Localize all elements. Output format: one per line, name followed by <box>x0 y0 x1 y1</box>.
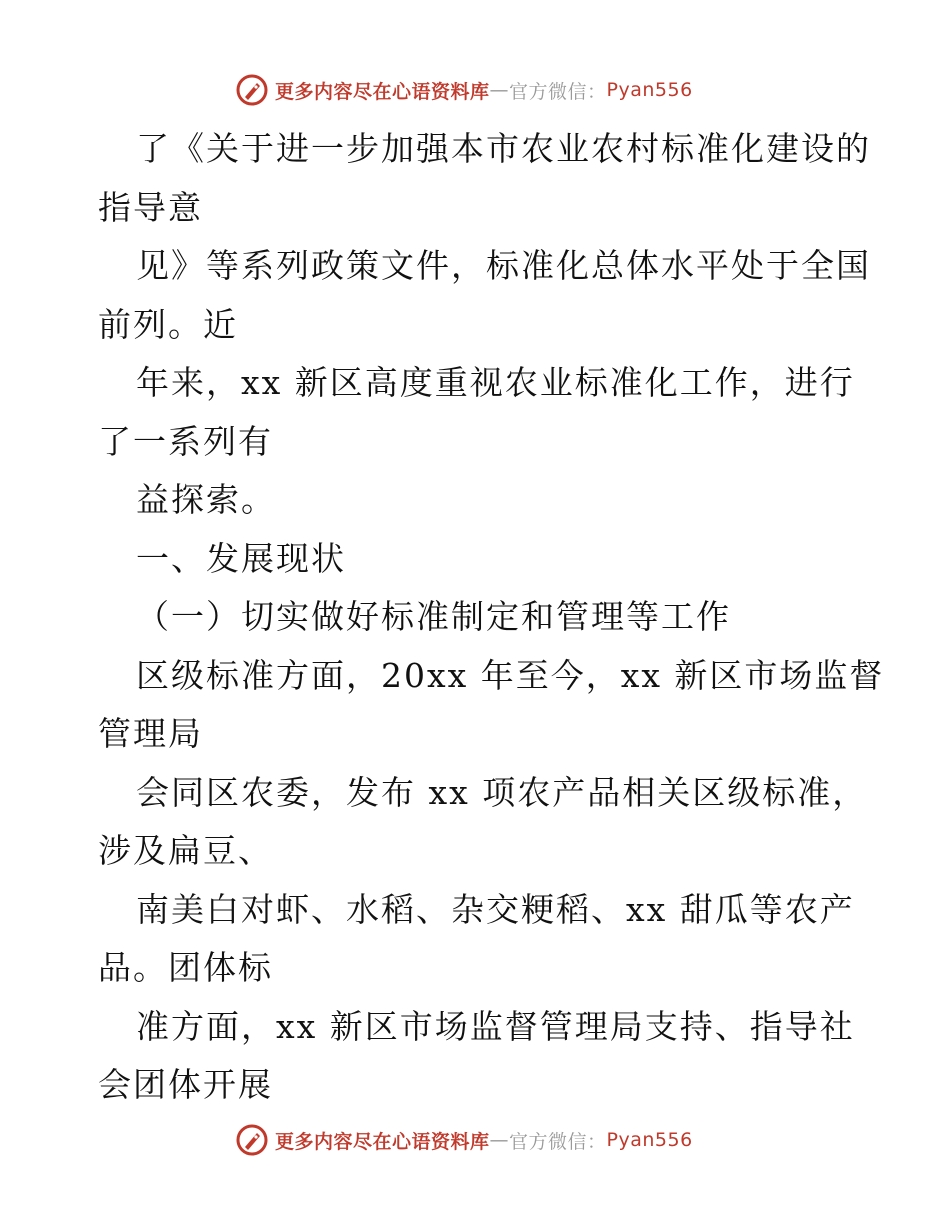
body-line: 管理局 <box>98 714 203 753</box>
header-brand-text: 更多内容尽在心语资料库 <box>275 80 490 103</box>
body-line: 会同区农委，发布 xx 项农产品相关区级标准， <box>136 772 868 812</box>
body-line: 了《关于进一步加强本市农业农村标准化建设的 <box>136 129 871 168</box>
body-line: 前列。近 <box>98 304 238 344</box>
subsection-heading: （一）切实做好标准制定和管理等工作 <box>136 597 731 636</box>
header-wechat-id: Pyan556 <box>606 79 693 101</box>
body-line: 年来，xx 新区高度重视农业标准化工作，进行 <box>136 363 855 402</box>
footer-wechat-label: 官方微信： <box>509 1130 607 1153</box>
body-line: 了一系列有 <box>98 421 273 461</box>
footer-watermark <box>235 1122 693 1158</box>
body-line: 会团体开展 <box>98 1065 273 1104</box>
footer-separator: — <box>489 1129 510 1151</box>
footer-wechat-id: Pyan556 <box>606 1129 693 1151</box>
body-line: 南美白对虾、水稻、杂交粳稻、xx 甜瓜等农产 <box>136 889 855 929</box>
body-line: 品。团体标 <box>98 948 273 987</box>
body-line: 涉及扁豆、 <box>98 831 273 870</box>
footer-brand-text: 更多内容尽在心语资料库 <box>275 1130 490 1153</box>
header-wechat-label: 官方微信： <box>509 80 607 103</box>
body-line: 指导意 <box>98 187 203 227</box>
pen-nib-logo-icon <box>235 73 269 107</box>
body-line: 见》等系列政策文件，标准化总体水平处于全国 <box>136 246 871 285</box>
document-body <box>98 120 885 1115</box>
body-line: 准方面，xx 新区市场监督管理局支持、指导社 <box>136 1006 855 1046</box>
body-line: 益探索。 <box>136 480 276 519</box>
header-watermark <box>235 72 693 108</box>
body-line: 区级标准方面，20xx 年至今，xx 新区市场监督 <box>136 655 885 695</box>
pen-nib-logo-icon <box>235 1123 269 1157</box>
section-heading: 一、发展现状 <box>136 538 346 578</box>
header-separator: — <box>489 79 510 101</box>
